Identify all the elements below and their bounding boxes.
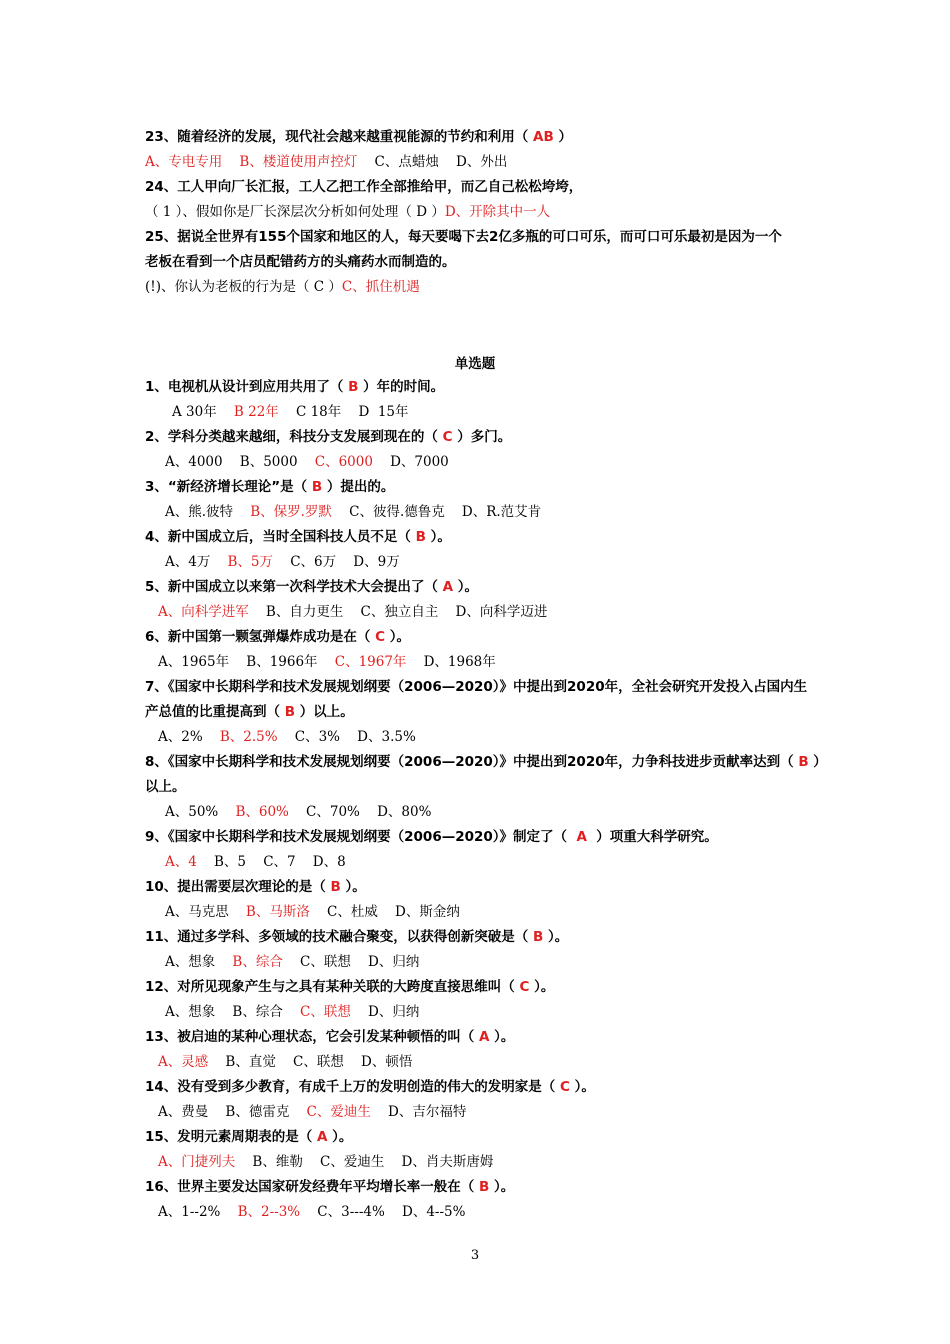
option-c: C、爱迪生 [306, 1104, 371, 1120]
option-d: D、4--5% [402, 1204, 466, 1220]
question-stem-end: ） [808, 754, 827, 770]
question-stem: 3、“新经济增长理论”是（ [145, 479, 312, 495]
option-a: A、2% [158, 729, 203, 745]
q24-sub-answer: D、开除其中一人 [444, 204, 551, 220]
question-stem: 以上。 [145, 779, 186, 795]
question-25-line1: 25、据说全世界有155个国家和地区的人，每天要喝下去2亿多瓶的可口可乐，而可口可乐最初是因为一个 [145, 229, 782, 245]
option-d: D、吉尔福特 [388, 1104, 467, 1120]
question-15-options [158, 1152, 493, 1172]
option-c: C、联想 [300, 954, 351, 970]
option-a: A、想象 [165, 954, 216, 970]
question-stem: 10、提出需要层次理论的是（ [145, 879, 331, 895]
question-stem: 12、对所见现象产生与之具有某种关联的大跨度直接思维叫（ [145, 979, 520, 995]
question-10-options [165, 902, 460, 922]
question-stem-end: ）。 [543, 929, 569, 945]
question-12-options [165, 1002, 419, 1022]
question-stem-end: ）。 [529, 979, 555, 995]
option-a: A、4万 [165, 554, 211, 570]
question-2 [145, 427, 511, 447]
question-answer: C [519, 979, 530, 995]
question-stem-end: ）提出的。 [322, 479, 395, 495]
option-c: C、1967年 [334, 654, 407, 670]
question-stem: 6、新中国第一颗氢弹爆炸成功是在（ [145, 629, 376, 645]
question-stem-end: ）。 [453, 579, 478, 595]
question-stem-end: ）多门。 [452, 429, 512, 445]
q23-answer: AB [533, 129, 554, 145]
option-a: A、想象 [165, 1004, 216, 1020]
option-c: C、联想 [300, 1004, 351, 1020]
question-answer: B [284, 704, 295, 720]
question-stem-end: ）。 [385, 629, 410, 645]
page-number: 3 [470, 1248, 480, 1263]
q25-subquestion [145, 277, 420, 297]
question-answer: B [348, 379, 359, 395]
question-3-options [165, 502, 541, 522]
question-11 [145, 927, 568, 947]
option-a: A、向科学进军 [158, 604, 249, 620]
question-6 [145, 627, 410, 647]
option-b: B、2.5% [219, 729, 278, 745]
option-b: B、自力更生 [265, 604, 344, 620]
question-stem-end: ）。 [327, 1129, 353, 1145]
option-a: A、1965年 [158, 654, 230, 670]
question-11-options [165, 952, 419, 972]
option-d: D、1968年 [423, 654, 496, 670]
option-c: C、6万 [290, 554, 337, 570]
question-answer: C [442, 429, 453, 445]
option-a: A、4 [165, 854, 197, 870]
question-7-line1 [145, 677, 807, 697]
question-14-options [158, 1102, 466, 1122]
question-5-options [158, 602, 547, 622]
question-stem-end: ）。 [489, 1029, 515, 1045]
option-c: C、爱迪生 [320, 1154, 385, 1170]
question-14 [145, 1077, 595, 1097]
question-answer: B [330, 879, 341, 895]
option-a: A、1--2% [158, 1204, 221, 1220]
option-d: D、80% [377, 804, 432, 820]
option-d: D、9万 [353, 554, 400, 570]
question-stem-end: ）。 [425, 529, 451, 545]
question-answer: A [576, 829, 587, 845]
option-d: D、8 [312, 854, 346, 870]
option-b: B 22年 [233, 404, 279, 420]
option-d: D、斯金纳 [395, 904, 460, 920]
option-b: B、5 [214, 854, 247, 870]
option-a: A、50% [165, 804, 219, 820]
question-stem: 2、学科分类越来越细，科技分支发展到现在的（ [145, 429, 443, 445]
question-15 [145, 1127, 352, 1147]
question-1 [145, 377, 444, 397]
question-answer: A [317, 1129, 328, 1145]
question-stem: 4、新中国成立后，当时全国科技人员不足（ [145, 529, 416, 545]
option-b: B、1966年 [246, 654, 318, 670]
option-c: C、独立自主 [360, 604, 439, 620]
q24-subquestion [145, 202, 550, 222]
question-stem-end: ）年的时间。 [358, 379, 445, 395]
option-d: D、顿悟 [361, 1054, 413, 1070]
q25-sub-answer: C、抓住机遇 [341, 279, 420, 295]
question-stem: 7、《国家中长期科学和技术发展规划纲要（2006—2020）》中提出到2020年，全社会研究开发投入占国内生 [145, 679, 808, 695]
option-d: D、R.范艾肯 [461, 504, 542, 520]
option-c: C、6000 [314, 454, 373, 470]
question-stem-end: ）以上。 [295, 704, 354, 720]
option-b: B、维勒 [252, 1154, 303, 1170]
q23-option-b: B、楼道使用声控灯 [239, 154, 358, 170]
question-13-options [158, 1052, 412, 1072]
option-c: C 18年 [295, 404, 342, 420]
option-b: B、5万 [227, 554, 274, 570]
question-stem: 1、电视机从设计到应用共用了（ [145, 379, 349, 395]
question-answer: C [560, 1079, 570, 1095]
question-8-line2 [145, 777, 186, 797]
option-a: A、熊.彼特 [165, 504, 234, 520]
question-5 [145, 577, 478, 597]
question-answer: B [311, 479, 323, 495]
option-d: D、归纳 [368, 1004, 420, 1020]
question-13 [145, 1027, 514, 1047]
question-stem: 产总值的比重提高到（ [145, 704, 285, 720]
question-10 [145, 877, 366, 897]
option-b: B、综合 [232, 954, 283, 970]
option-c: C、3---4% [317, 1204, 385, 1220]
question-stem: 5、新中国成立以来第一次科学技术大会提出了（ [145, 579, 443, 595]
option-b: B、60% [235, 804, 289, 820]
question-stem-end: ）。 [489, 1179, 515, 1195]
question-7-options [158, 727, 416, 747]
question-answer: B [479, 1179, 490, 1195]
option-a: A、灵感 [158, 1054, 209, 1070]
question-25-line2: 老板在看到一个店员配错药方的头痛药水而制造的。 [145, 254, 456, 270]
option-c: C、彼得.德鲁克 [349, 504, 445, 520]
option-d: D、向科学迈进 [455, 604, 548, 620]
question-2-options [165, 452, 449, 472]
section-title: 单选题 [454, 356, 496, 372]
option-b: B、马斯洛 [245, 904, 310, 920]
q23-option-d: D、外出 [456, 154, 508, 170]
question-answer: C [375, 629, 386, 645]
question-answer: B [415, 529, 426, 545]
option-c: C、7 [263, 854, 296, 870]
option-b: B、2--3% [237, 1204, 301, 1220]
question-12 [145, 977, 554, 997]
question-stem-end: ）。 [340, 879, 366, 895]
question-answer: B [533, 929, 544, 945]
option-b: B、保罗.罗默 [250, 504, 332, 520]
question-4-options [165, 552, 400, 572]
option-c: C、3% [294, 729, 340, 745]
option-a: A、马克思 [165, 904, 229, 920]
q23-stem-end: ） [553, 129, 572, 145]
q23-stem: 23、随着经济的发展，现代社会越来越重视能源的节约和利用（ [145, 129, 533, 145]
question-16 [145, 1177, 514, 1197]
q25-sub-stem: (!)、你认为老板的行为是（ C ） [145, 279, 342, 295]
question-3 [145, 477, 394, 497]
option-a: A、4000 [165, 454, 223, 470]
question-stem: 14、没有受到多少教育，有成千上万的发明创造的伟大的发明家是（ [145, 1079, 560, 1095]
q24-sub-stem: （ 1 ）、假如你是厂长深层次分析如何处理（ D ） [145, 204, 445, 220]
question-23 [145, 127, 572, 147]
option-b: B、德雷克 [225, 1104, 290, 1120]
question-7 [145, 702, 354, 722]
option-c: C、联想 [293, 1054, 344, 1070]
question-16-options [158, 1202, 465, 1222]
question-stem: 8、《国家中长期科学和技术发展规划纲要（2006—2020）》中提出到2020年，力争科技进步贡献率达到（ [145, 754, 799, 770]
question-stem: 11、通过多学科、多领域的技术融合聚变，以获得创新突破是（ [145, 929, 533, 945]
q23-option-a: A、专电专用 [145, 154, 223, 170]
option-d: D、3.5% [357, 729, 416, 745]
option-d: D、归纳 [368, 954, 420, 970]
option-a: A、费曼 [158, 1104, 209, 1120]
question-1-options [172, 402, 409, 422]
question-9-options [165, 852, 346, 872]
question-8-options [165, 802, 431, 822]
question-9 [145, 827, 718, 847]
option-d: D、7000 [390, 454, 449, 470]
question-24: 24、工人甲向厂长汇报，工人乙把工作全部推给甲，而乙自己松松垮垮， [145, 179, 583, 195]
question-stem: 16、世界主要发达国家研发经费年平均增长率一般在（ [145, 1179, 479, 1195]
option-b: B、直觉 [225, 1054, 276, 1070]
option-c: C、杜威 [327, 904, 378, 920]
question-answer: B [798, 754, 809, 770]
question-answer: A [479, 1029, 490, 1045]
option-d: D 15年 [358, 404, 409, 420]
option-b: B、5000 [239, 454, 298, 470]
question-stem-end: ）。 [569, 1079, 595, 1095]
q23-option-c: C、点蜡烛 [374, 154, 439, 170]
option-a: A、门捷列夫 [158, 1154, 236, 1170]
question-6-options [158, 652, 496, 672]
option-b: B、综合 [232, 1004, 283, 1020]
question-stem-end: ）项重大科学研究。 [586, 829, 718, 845]
option-a: A 30年 [172, 404, 217, 420]
question-stem: 15、发明元素周期表的是（ [145, 1129, 317, 1145]
question-4 [145, 527, 451, 547]
option-c: C、70% [306, 804, 360, 820]
question-8-line1 [145, 752, 827, 772]
q23-options [145, 152, 507, 172]
question-stem: 9、《国家中长期科学和技术发展规划纲要（2006—2020）》制定了（ [145, 829, 577, 845]
question-stem: 13、被启迪的某种心理状态，它会引发某种顿悟的叫（ [145, 1029, 479, 1045]
question-answer: A [442, 579, 454, 595]
option-d: D、肖夫斯唐姆 [401, 1154, 494, 1170]
